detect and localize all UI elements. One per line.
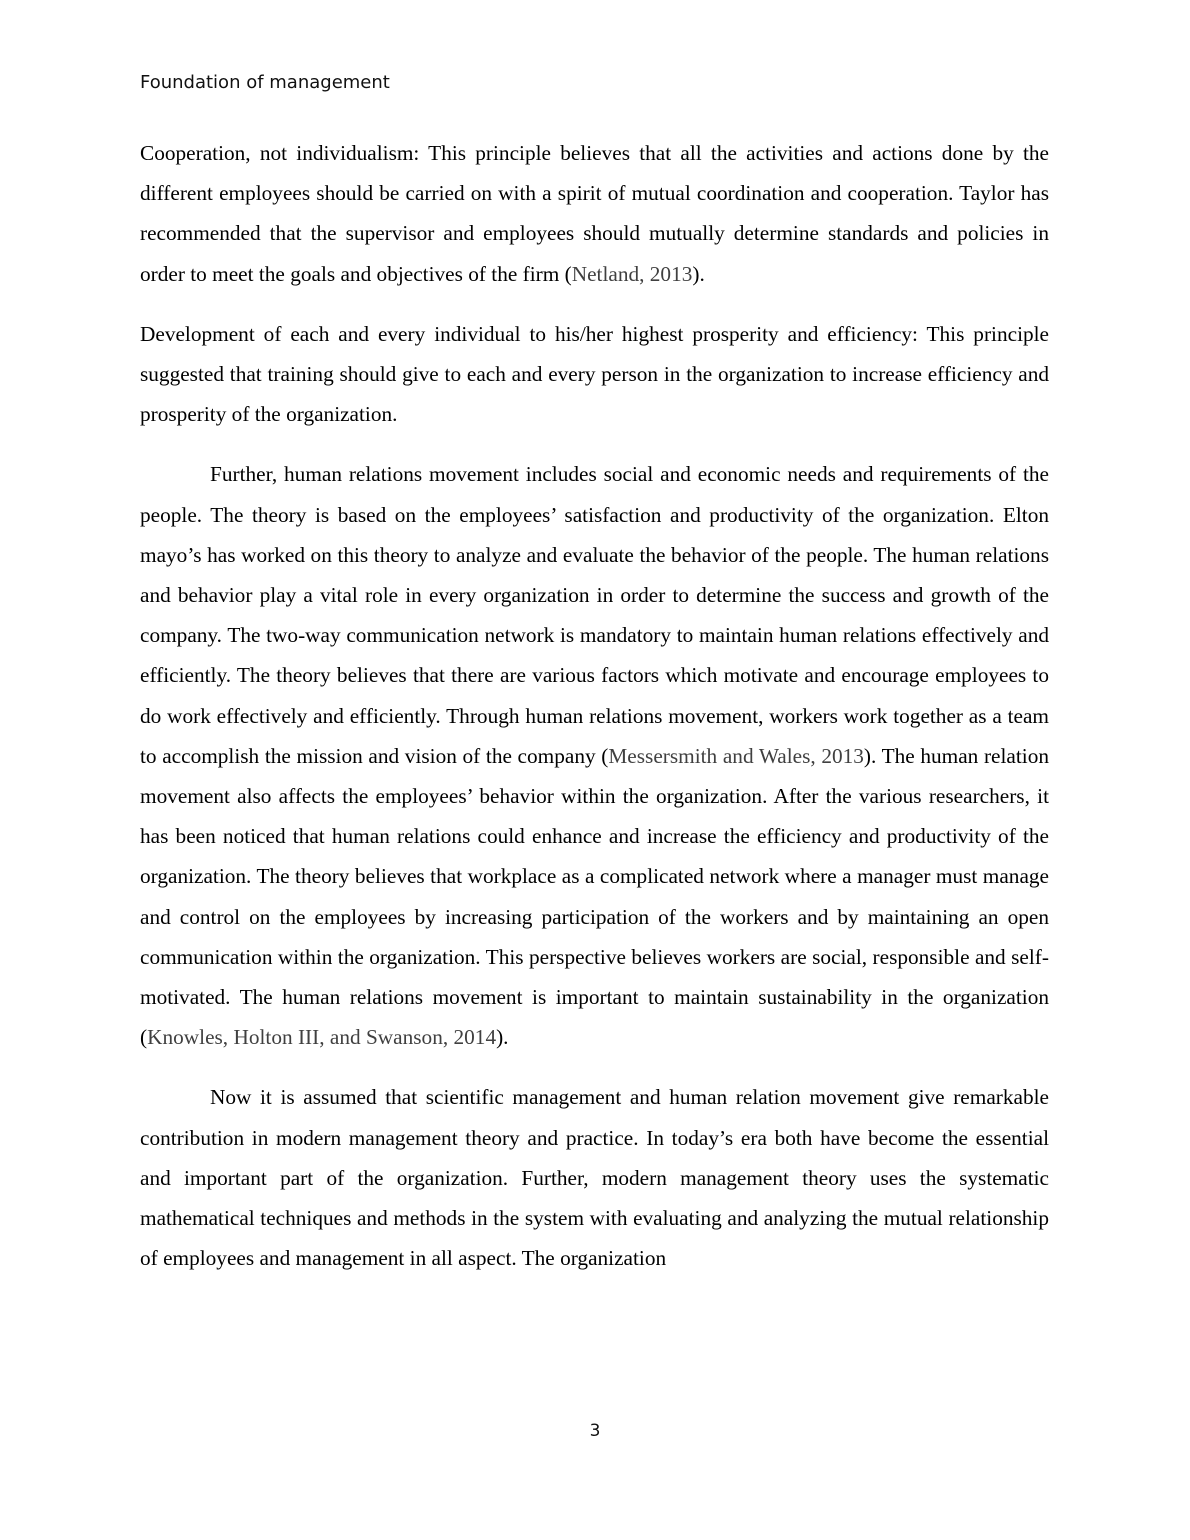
- document-body: [140, 133, 1049, 1298]
- running-header: Foundation of management: [140, 72, 390, 93]
- paragraph-development: Development of each and every individual to his/her highest prosperity and efficiency: This principle suggested that training should give to each and every person in the organization to increase efficiency and prosperity of the organization.: [140, 321, 1049, 427]
- citation-messersmith: Messersmith and Wales, 2013: [608, 743, 864, 768]
- paragraph-text: Cooperation, not individualism: This principle believes that all the activities and actions done by the different employees should be carried on with a spirit of mutual coordination and cooperation. Taylor has recommended that the supervisor and employees should mutually determine standards and policies in order to meet the goals and objectives of the firm (: [140, 141, 1049, 286]
- citation-knowles: Knowles, Holton III, and Swanson, 2014: [147, 1025, 497, 1050]
- paragraph-modern-management: Now it is assumed that scientific management and human relation movement give remarkable contribution in modern management theory and practice. In today’s era both have become the essential and important part of the organization. Further, modern management theory uses the systematic mathematical techniques and methods in the system with evaluating and analyzing the mutual relationship of employees and management in all aspect. The organization: [140, 1085, 1049, 1271]
- paragraph-human-relations: [140, 454, 1049, 1057]
- paragraph-text: ). The human relation movement also affects the employees’ behavior within the organization. After the various researchers, it has been noticed that human relations could enhance and increase the efficiency and productivity of the organization. The theory believes that workplace as a complicated network where a manager must manage and control on the employees by increasing participation of the workers and by maintaining an open communication within the organization. This perspective believes workers are social, responsible and self-motivated. The human relations movement is important to maintain sustainability in the organization (: [140, 743, 1049, 1050]
- paragraph-text: ).: [692, 261, 705, 286]
- paragraph-text: Further, human relations movement includes social and economic needs and requirements of the people. The theory is based on the employees’ satisfaction and productivity of the organization. Elton mayo’s has worked on this theory to analyze and evaluate the behavior of the people. The human relations and behavior play a vital role in every organization in order to determine the success and growth of the company. The two-way communication network is mandatory to maintain human relations effectively and efficiently. The theory believes that there are various factors which motivate and encourage employees to do work effectively and efficiently. Through human relations movement, workers work together as a team to accomplish the mission and vision of the company (: [140, 462, 1049, 768]
- page-number: 3: [589, 1421, 601, 1441]
- citation-netland: Netland, 2013: [571, 261, 693, 286]
- paragraph-cooperation: [140, 133, 1049, 294]
- paragraph-text: ).: [496, 1025, 509, 1050]
